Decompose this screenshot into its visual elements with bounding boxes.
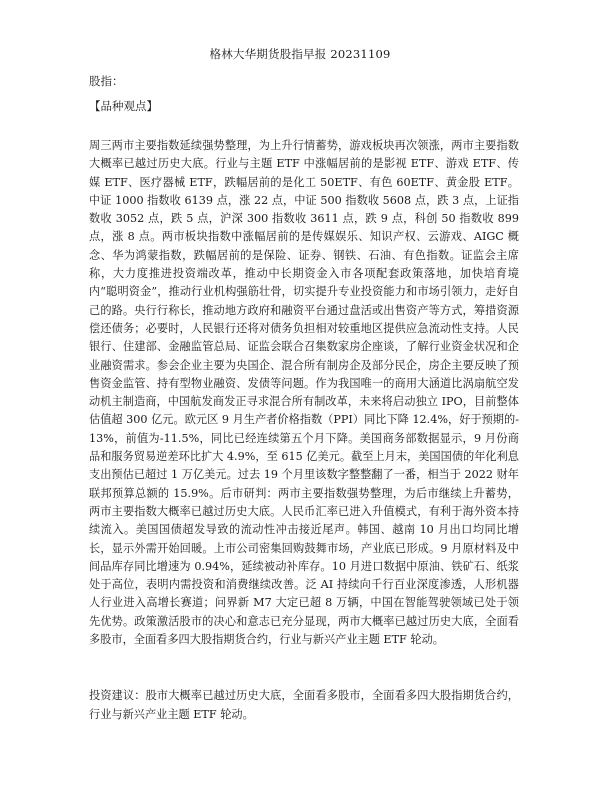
section-label: 股指： <box>89 74 124 88</box>
investment-advice-paragraph: 投资建议：股市大概率已越过历史大底，全面看多股市，全面看多四大股指期货合约，行业与新兴产业主题 ETF 轮动。 <box>89 689 519 721</box>
document-title: 格林大华期货股指早报 20231109 <box>209 47 391 61</box>
subsection-label: 【品种观点】 <box>89 99 158 113</box>
main-paragraph: 周三两市主要指数延续强势整理，为上升行情蓄势，游戏板块再次领涨，两市主要指数大概率已越过历史大底。行业与主题 ETF 中涨幅居前的是影视 ETF、游戏 ETF、传媒 ETF、医疗器械 ETF，跌幅居前的是化工 50ETF、有色 60ETF、黄金股 ETF。中证 1000 指数收 6139 点，涨 22 点，中证 500 指数收 5608 点，跌 3 点，上证指数收 3052 点，跌 5 点，沪深 300 指数收 3611 点，跌 9 点，科创 50 指数收 899 点，涨 8 点。两市板块指数中涨幅居前的是传媒娱乐、知识产权、云游戏、AIGC 概念、华为鸿蒙指数，跌幅居前的是保险、证券、钢铁、石油、有色指数。证监会主席称，大力度推进投资端改革，推动中长期资金入市各项配套政策落地，加快培育境内“聪明资金”，推动行业机构强筋壮骨，切实提升专业投资能力和市场引领力，走好自己的路。央行行称长，推动地方政府和融资平台通过盘活或出售资产等方式，筹措资源偿还债务；必要时，人民银行还将对债务负担相对较重地区提供应急流动性支持。人民银行、住建部、金融监管总局、证监会联合召集数家房企座谈，了解行业资金状况和企业融资需求。参会企业主要为央国企、混合所有制房企及部分民企，房企主要反映了预售资金监管、持有型物业融资、发债等问题。作为我国唯一的商用大涵道比涡扇航空发动机主制造商，中国航发商发正寻求混合所有制改革，未来将启动独立 IPO，目前整体估值超 300 亿元。欧元区 9 月生产者价格指数（PPI）同比下降 12.4%，好于预期的-13%，前值为-11.5%，同比已经连续第五个月下降。美国商务部数据显示，9 月份商品和服务贸易逆差环比扩大 4.9%，至 615 亿美元。截至上月末，美国国债的年化利息支出预估已超过 1 万亿美元。过去 19 个月里该数字整整翻了一番，相当于 2022 财年联邦预算总额的 15.9%。后市研判：两市主要指数强势整理，为后市继续上升蓄势，两市主要指数大概率已越过历史大底。人民币汇率已进入升值模式，有利于海外资本持续流入。美国国债超发导致的流动性冲击接近尾声。韩国、越南 10 月出口均同比增长，显示外需开始回暖。上市公司密集回购鼓舞市场，产业底已形成。9 月原材料及中间品库存同比增速为 0.94%，延续被动补库存。10 月进口数据中原油、铁矿石、纸浆处于高位，表明内需投资和消费继续改善。泛 AI 持续向千行百业深度渗透，人形机器人行业进入高增长赛道；问界新 M7 大定已超 8 万辆，中国在智能驾驶领域已处于领先优势。政策激活股市的决心和意志已充分显现，两市大概率已越过历史大底，全面看多股市，全面看多四大股指期货合约，行业与新兴产业主题 ETF 轮动。 <box>89 139 519 647</box>
